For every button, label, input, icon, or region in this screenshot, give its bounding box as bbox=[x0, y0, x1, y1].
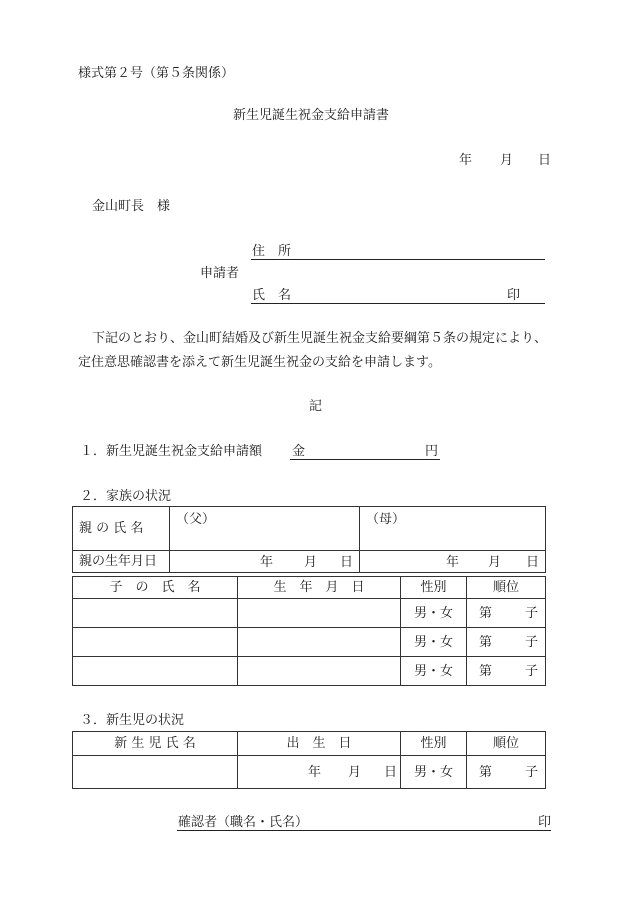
newborn-name-header: 新 生 児 氏 名 bbox=[73, 732, 238, 756]
newborn-order-cell[interactable] bbox=[467, 756, 546, 789]
newborn-sex-header: 性別 bbox=[401, 732, 467, 756]
body-text-line1: 下記のとおり、金山町結婚及び新生児誕生祝金支給要綱第５条の規定により、 bbox=[92, 331, 548, 346]
newborn-name-cell[interactable] bbox=[73, 756, 238, 789]
kin-label: 金 bbox=[292, 444, 306, 459]
confirmer-line[interactable] bbox=[177, 830, 551, 831]
newborn-dob-month: 月 bbox=[348, 765, 362, 780]
applicant-label: 申請者 bbox=[200, 266, 240, 281]
father-dob-cell[interactable] bbox=[170, 551, 360, 573]
child-dob-header: 生 年 月 日 bbox=[238, 577, 401, 599]
child-order-cell[interactable] bbox=[467, 599, 546, 628]
newborn-order-header: 順位 bbox=[467, 732, 546, 756]
mother-label: （母） bbox=[366, 512, 406, 527]
addressee: 金山町長 様 bbox=[92, 199, 171, 214]
form-number: 様式第２号（第５条関係） bbox=[78, 66, 235, 81]
table-row bbox=[73, 599, 546, 628]
date-month: 月 bbox=[500, 153, 514, 168]
children-table bbox=[72, 576, 546, 686]
child-name-cell[interactable] bbox=[73, 599, 238, 628]
father-label: （父） bbox=[176, 512, 216, 527]
ki-heading: 記 bbox=[309, 399, 323, 414]
order-dai: 第 bbox=[479, 606, 493, 621]
newborn-table bbox=[72, 731, 546, 789]
child-order-cell[interactable] bbox=[467, 628, 546, 657]
section2-heading: ２．家族の状況 bbox=[80, 489, 172, 504]
seal-mark: 印 bbox=[507, 288, 521, 303]
mother-name-cell[interactable] bbox=[360, 507, 546, 551]
parent-table bbox=[72, 506, 546, 573]
address-label: 住 所 bbox=[252, 244, 292, 259]
child-order-header: 順位 bbox=[467, 577, 546, 599]
child-sex-cell[interactable]: 男・女 bbox=[401, 628, 467, 657]
child-sex-cell[interactable]: 男・女 bbox=[401, 657, 467, 686]
child-dob-cell[interactable] bbox=[238, 599, 401, 628]
parent-name-label: 親 の 氏 名 bbox=[73, 507, 170, 551]
order-ko: 子 bbox=[525, 765, 539, 780]
table-row bbox=[73, 657, 546, 686]
order-ko: 子 bbox=[525, 606, 539, 621]
body-text-line2: 定住意思確認書を添えて新生児誕生祝金の支給を申請します。 bbox=[78, 355, 441, 370]
mother-dob-year: 年 bbox=[446, 555, 460, 570]
child-name-header: 子 の 氏 名 bbox=[73, 577, 238, 599]
newborn-dob-day: 日 bbox=[384, 765, 398, 780]
order-ko: 子 bbox=[525, 664, 539, 679]
date-year: 年 bbox=[459, 153, 473, 168]
newborn-sex-cell[interactable]: 男・女 bbox=[401, 756, 467, 789]
newborn-dob-cell[interactable] bbox=[238, 756, 401, 789]
father-dob-month: 月 bbox=[304, 555, 318, 570]
child-dob-cell[interactable] bbox=[238, 657, 401, 686]
order-dai: 第 bbox=[479, 765, 493, 780]
amount-line[interactable] bbox=[290, 459, 440, 460]
child-sex-cell[interactable]: 男・女 bbox=[401, 599, 467, 628]
section1-heading: １．新生児誕生祝金支給申請額 bbox=[80, 444, 263, 459]
order-dai: 第 bbox=[479, 664, 493, 679]
section3-heading: ３．新生児の状況 bbox=[80, 713, 185, 728]
newborn-dob-header: 出 生 日 bbox=[238, 732, 401, 756]
child-sex-header: 性別 bbox=[401, 577, 467, 599]
date-day: 日 bbox=[538, 153, 552, 168]
child-name-cell[interactable] bbox=[73, 657, 238, 686]
mother-dob-month: 月 bbox=[488, 555, 502, 570]
form-title: 新生児誕生祝金支給申請書 bbox=[233, 108, 390, 123]
mother-dob-day: 日 bbox=[526, 555, 540, 570]
table-row bbox=[73, 756, 546, 789]
order-ko: 子 bbox=[525, 635, 539, 650]
newborn-dob-year: 年 bbox=[308, 765, 322, 780]
father-dob-day: 日 bbox=[340, 555, 354, 570]
name-label: 氏 名 bbox=[252, 288, 292, 303]
yen-label: 円 bbox=[425, 444, 439, 459]
child-name-cell[interactable] bbox=[73, 628, 238, 657]
father-dob-year: 年 bbox=[260, 555, 274, 570]
father-name-cell[interactable] bbox=[170, 507, 360, 551]
name-line[interactable] bbox=[251, 303, 545, 304]
order-dai: 第 bbox=[479, 635, 493, 650]
child-dob-cell[interactable] bbox=[238, 628, 401, 657]
mother-dob-cell[interactable] bbox=[360, 551, 546, 573]
parent-dob-label: 親の生年月日 bbox=[73, 551, 170, 573]
confirmer-seal: 印 bbox=[538, 815, 552, 830]
table-row bbox=[73, 628, 546, 657]
child-order-cell[interactable] bbox=[467, 657, 546, 686]
confirmer-label: 確認者（職名・氏名） bbox=[178, 815, 309, 830]
address-line[interactable] bbox=[251, 259, 545, 260]
